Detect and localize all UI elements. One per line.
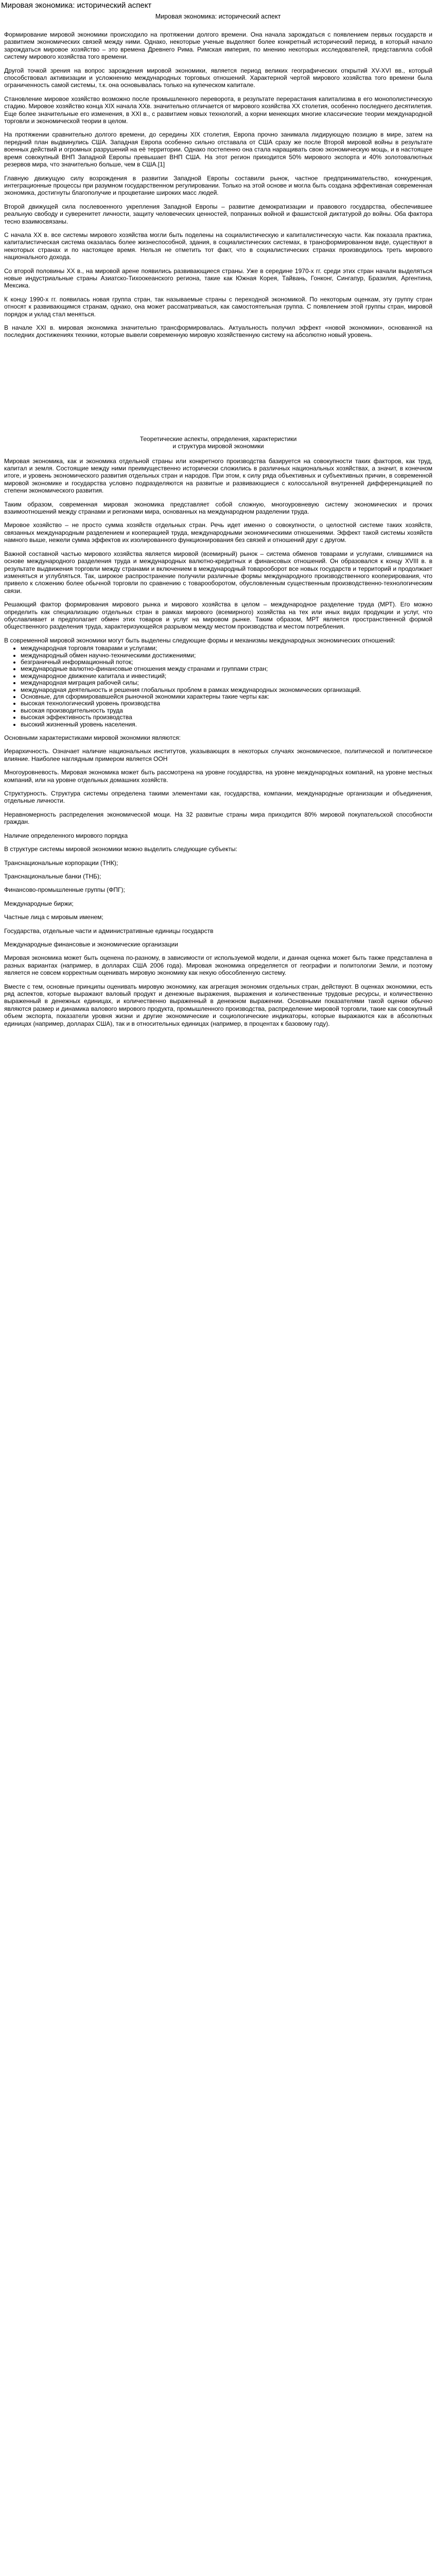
list-item: • высокий жизненный уровень населения. (21, 721, 432, 728)
paragraph: Таким образом, современная мировая экономика представляет собой сложную, многоуровневую систему экономических и прочих взаимоотношений между странами и регионами мира, основанных на международном разделении труда. (4, 500, 432, 516)
paragraph: Частные лица с мировым именем; (4, 913, 103, 921)
history-section (4, 31, 432, 339)
paragraph: Государства, отдельные части и административные единицы государств (4, 927, 214, 935)
list-item: • международная деятельность и решения глобальных проблем в рамках международных экономических организаций. (21, 687, 432, 693)
list-item: • высокая эффективность производства (21, 714, 432, 721)
paragraph: Другой точкой зрения на вопрос зарождения мировой экономики, является период великих географических открытий XV-XVI вв., который способствовал активизации и усложнению международных торговых отношений. Характерной чертой мирового хозяйства того времени была ограниченность самой системы, т.к. она основывалась только на купеческом капитале. (4, 66, 432, 89)
paragraph: Мировое хозяйство – не просто сумма хозяйств отдельных стран. Речь идет именно о совокупности, о целостной системе таких хозяйств, связанных международным разделением и кооперацией труда, международными экономическими отношениями. Эффект такой системы хозяйств намного выше, нежели сумма эффектов их изолированного функционирования без связей и отношений друг с другом. (4, 521, 432, 544)
list-item: • высокая производительность труда (21, 707, 432, 714)
list-item: • Основные, для сформировавшейся рыночной экономики характерны такие черты как: (21, 693, 432, 700)
paragraph: Главную движущую силу возрождения в развитии Западной Европы составили рынок, частное предпринимательство, конкуренция, интеграционные процессы при разумном государственном регулировании. Только на этой основе и могла быть создана эффективная современная экономика, достигнуты благополучие и процветание широких масс людей. (4, 174, 432, 197)
section-heading-line-2: и структура мировой экономики (172, 443, 264, 450)
document-subtitle: Мировая экономика: исторический аспект (155, 13, 281, 20)
paragraph: На протяжении сравнительно долгого времени, до середины XIX столетия, Европа прочно занимала лидирующую позицию в мире, затем на передний план выдвинулись США. Западная Европа особенно сильно отставала от США сразу же после Второй мировой войны в результате военных действий и огромных разрушений на её территории. Однако постепенно она стала наращивать свою экономическую мощь, и в настоящее время совокупный ВНП Западной Европы превышает ВНП США. На этот регион приходится 50% мирового экспорта и 40% золотовалютных резервов мира, что значительно больше, чем в США.[1] (4, 131, 432, 168)
list-item: • международная торговля товарами и услугами; (21, 645, 432, 652)
paragraph: Мировая экономика, как и экономика отдельной страны или конкретного производства базируется на совокупности таких факторов, как труд, капитал и земля. Состоящие между ними преимущественно исторически сложились в различных национальных хозяйствах, а значит, в конечном итоге, и уровень экономического развития отдельных стран и народов. При этом, к силу ряда объективных и субъективных причин, в современной мировой экономике и государства условно подразделяются на развитые и развивающиеся с колоссальной внутренней дифференциацией по степени экономического развития. (4, 457, 432, 495)
paragraph: Вместе с тем, основные принципы оценивать мировую экономику, как агрегация экономик отдельных стран, действуют. В оценках экономики, есть ряд аспектов, которые выражают валовый продукт и денежные выражения, выражения и количественные трудовые ресурсы, и количественно выраженный в денежных единицах, и количественно выраженный в денежном выражении. Основными показателями такой оценки обычно являются размер и динамика валового мирового продукта, промышленного производства, распределение мировой торговли, такие как совокупный объем экспорта, показатели уровня жизни и другие экономические и социологические индикаторы, которые выражаются как в абсолютных единицах (например, долларах США), так и в относительных единицах (например, в процентах к базовому году). (4, 982, 432, 1027)
relations-list (4, 645, 432, 728)
list-item: • международная миграция рабочей силы; (21, 680, 432, 686)
list-item: • международные валютно-финансовые отношения между странами и группами стран; (21, 666, 432, 672)
paragraph: Структурность. Структура системы определена такими элементами как, государства, компании, международные организации и объединения, отдельные личности. (4, 790, 432, 805)
document-title: Мировая экономика: исторический аспект (1, 1, 152, 10)
paragraph: Решающий фактор формирования мирового рынка и мирового хозяйства в целом – международное разделение труда (МРТ). Его можно определить как специализацию отдельных стран в рамках мирового (всемирного) хозяйства на тех или иных видах продукции и услуг, что обуславливает и предполагает обмен этих товаров и услуг на мировом рынке. Таким образом, МРТ является пространственной формой общественного разделения труда, характеризующейся разрывом между местом производства и местом потребления. (4, 601, 432, 631)
paragraph: Основными характеристиками мировой экономики являются: (4, 734, 181, 742)
theory-section (4, 457, 432, 645)
list-item: • международный обмен научно-техническими достижениями; (21, 652, 432, 659)
paragraph: В современной мировой экономики могут быть выделены следующие формы и механизмы международных экономических отношений: (4, 636, 396, 644)
paragraph: Мировая экономика может быть оценена по-разному, в зависимости от используемой модели, и данная оценка может быть также представлена в разных вариантах (например, в долларах США 2006 года). Мировая экономика определяется от географии и политологии Земли, и поэтому является не совсем корректным оценивать мировую экономику как некую обособленную систему. (4, 954, 432, 977)
paragraph: Финансово-промышленные группы (ФПГ); (4, 886, 125, 894)
paragraph: В начале XXI в. мировая экономика значительно трансформировалась. Актуальность получил эффект «новой экономики», основанной на последних достижениях техники, которые вывели современную мировую хозяйственную систему на абсолютно новый уровень. (4, 324, 432, 339)
paragraph: Многоуровневость. Мировая экономика может быть рассмотрена на уровне государства, на уровне международных компаний, на уровне местных компаний, или на уровне отдельных домашних хозяйств. (4, 769, 432, 784)
paragraph: Важной составной частью мирового хозяйства является мировой (всемирный) рынок – система обменов товарами и услугами, слившимися на основе международного разделения труда и международных валютно-кредитных и финансовых отношений. Он образовался к концу XVIII в. в результате выдвижения торговли между странами и включением в международный товарооборот все новых государств и территорий и продолжает изменяться и углубляться. Так, широкое распространение получили различные формы международного производственного кооперирования, что привело к сложению более обычной торговли по сравнению с товарооборотом, обусловленным существенным производственно-технологическим связи. (4, 550, 432, 595)
paragraph: Неравномерность распределения экономической мощи. На 32 развитые страны мира приходится 80% мировой покупательской способности граждан. (4, 810, 432, 826)
paragraph: Транснациональные корпорации (ТНК); (4, 859, 118, 867)
paragraph: В структуре системы мировой экономики можно выделить следующие субъекты: (4, 845, 237, 853)
paragraph: Международные биржи; (4, 900, 74, 907)
characteristics-section (4, 734, 432, 1027)
list-item: • высокая технологический уровень производства (21, 700, 432, 707)
paragraph: Формирование мировой экономики происходило на протяжении долгого времени. Она начала зарождаться с появлением первых государств и развитием экономических связей между ними. Однако, некоторые ученые выделяют более конкретный исторический период, в который начало зарождаться мировое хозяйство – это времена Древнего Рима. Римская империя, по мнению некоторых исследователей, представляла собой систему мирового хозяйства того времени. (4, 31, 432, 61)
list-item: • безграничный информационный поток; (21, 659, 432, 666)
paragraph: К концу 1990-х гг. появилась новая группа стран, так называемые страны с переходной экономикой. По некоторым оценкам, эту группу стран относят к развивающимся странам, однако, она может рассматриваться, как самостоятельная группа. С появлением этой группы стран, мировой порядок и уклад стал меняться. (4, 295, 432, 318)
paragraph: Второй движущей сила послевоенного укрепления Западной Европы – развитие демократизации и правового государства, обеспечившее реальную свободу и суверенитет личности, защиту человеческих ценностей, попранных войной и фашистской диктатурой до войны. Оба фактора тесно взаимосвязаны. (4, 202, 432, 225)
paragraph: Иерархичность. Означает наличие национальных институтов, указывающих в некоторых случаях экономическое, политической и политическое влияние. Наиболее наглядным примером является ООН (4, 748, 432, 762)
paragraph: Международные финансовые и экономические организации (4, 940, 178, 948)
paragraph: С начала XX в. все системы мирового хозяйства могли быть поделены на социалистическую и капиталистическую части. Как показала практика, капиталистическая система оказалась более жизнеспособной, здания, в социалистических системах, в трансформированном виде, существуют в некоторых странах и по настоящее время. Нельзя не отметить тот факт, что в социалистических странах производилось треть мирового национального дохода. (4, 231, 432, 261)
paragraph: Со второй половины XX в., на мировой арене появились развивающиеся страны. Уже в середине 1970-х гг. среди этих стран начали выделяться новые индустриальные страны Азиатско-Тихоокеанского региона, такие как Южная Корея, Тайвань, Гонконг, Сингапур, Бразилия, Аргентина, Мексика. (4, 267, 432, 290)
section-heading (4, 435, 432, 450)
list-item: • международное движение капитала и инвестиций; (21, 673, 432, 680)
section-heading-line-1: Теоретические аспекты, определения, характеристики (139, 435, 297, 443)
document-body (4, 31, 432, 1033)
paragraph: Становление мировое хозяйство возможно после промышленного переворота, в результате перерастания капитализма в его монополистическую стадию. Мировое хозяйство конца XIX начала XXв. значительно отличается от мирового хозяйства XX столетия, особенно последнего десятилетия. Еще более значительные его изменения, в XXI в., с развитием новых технологий, а корни менеющих многие классические теории международной торговли и экономической теории в целом. (4, 95, 432, 125)
paragraph: Наличие определенного мирового порядка (4, 832, 128, 839)
section-gap (4, 345, 432, 435)
paragraph: Транснациональные банки (ТНБ); (4, 872, 101, 880)
